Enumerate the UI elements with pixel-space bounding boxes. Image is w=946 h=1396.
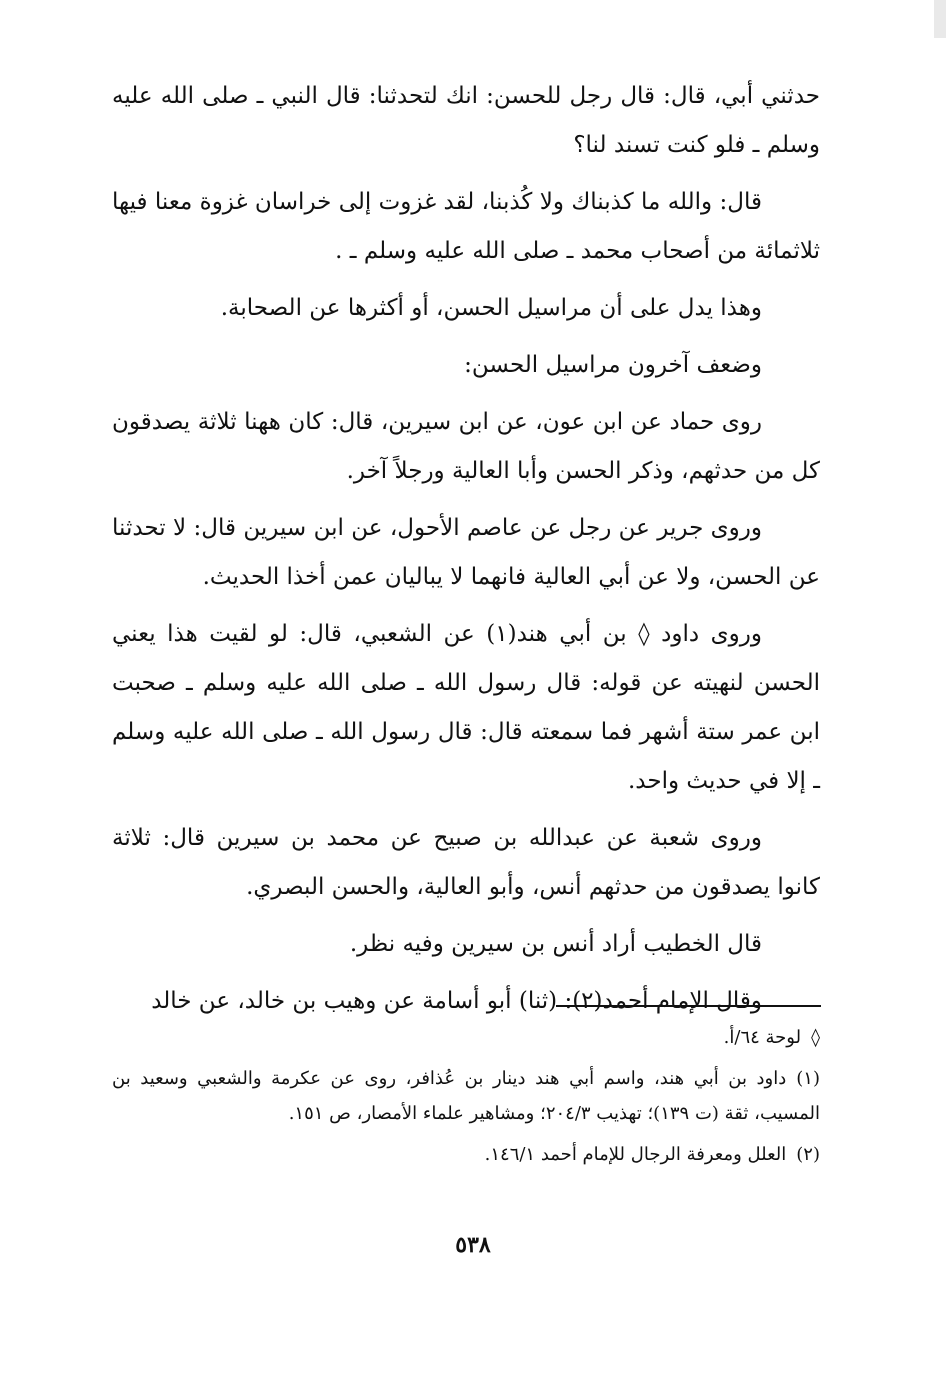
footnote-marker: ◊: [811, 1027, 820, 1048]
paragraph-2: قال: والله ما كذبناك ولا كُذبنا، لقد غزوت إلى خراسان غزوة معنا فيها ثلاثمائة من أصحاب محمد ـ صلى الله عليه وسلم ـ .: [112, 189, 820, 264]
footnote-text: داود بن أبي هند، واسم أبي هند دينار بن عُذافر، روى عن عكرمة والشعبي وسعيد بن المسيب، ثقة (ت ١٣٩)؛ تهذيب ٢٠٤/٣؛ ومشاهير علماء الأمصار، ص ١٥١.: [112, 1068, 820, 1124]
footnote-text: العلل ومعرفة الرجال للإمام أحمد ١٤٦/١.: [484, 1144, 787, 1165]
paragraph-7: وروى داود ◊ بن أبي هند(١) عن الشعبي، قال: لو لقيت هذا يعني الحسن لنهيته عن قوله: قال رسول الله ـ صلى الله عليه وسلم ـ صحبت ابن عمر ستة أشهر فما سمعته قال: قال رسول الله ـ صلى الله عليه وسلم ـ إلا في حديث واحد.: [112, 621, 820, 794]
paragraph-5: روى حماد عن ابن عون، عن ابن سيرين، قال: كان ههنا ثلاثة يصدقون كل من حدثهم، وذكر الحسن وأبا العالية ورجلاً آخر.: [112, 409, 820, 484]
paragraph-6: وروى جرير عن رجل عن عاصم الأحول، عن ابن سيرين قال: لا تحدثنا عن الحسن، ولا عن أبي العالية فانهما لا يباليان عمن أخذا الحديث.: [112, 515, 820, 590]
main-text-body: [112, 72, 820, 1034]
footnote-2: [112, 1137, 820, 1172]
paragraph-8: وروى شعبة عن عبدالله بن صبيح عن محمد بن سيرين قال: ثلاثة كانوا يصدقون من حدثهم أنس، وأبو العالية، والحسن البصري.: [112, 825, 820, 900]
page-number: ٥٣٨: [455, 1232, 491, 1258]
paragraph-4: وضعف آخرون مراسيل الحسن:: [464, 352, 762, 378]
paragraph-10: وقال الإمام أحمد(٢): (ثنا) أبو أسامة عن وهيب بن خالد، عن خالد: [151, 988, 762, 1014]
footnote-folio: [112, 1020, 820, 1055]
paragraph-9: قال الخطيب أراد أنس بن سيرين وفيه نظر.: [349, 931, 762, 957]
footnote-marker: (٢): [796, 1144, 820, 1165]
footnote-divider: [556, 1005, 821, 1007]
footnote-text: لوحة ٦٤/أ.: [723, 1027, 802, 1048]
footnote-marker: (١): [796, 1068, 820, 1089]
scan-edge-mark: [934, 0, 946, 38]
paragraph-3: وهذا يدل على أن مراسيل الحسن، أو أكثرها عن الصحابة.: [220, 295, 762, 321]
paragraph-1: حدثني أبي، قال: قال رجل للحسن: انك لتحدثنا: قال النبي ـ صلى الله عليه وسلم ـ فلو كنت تسند لنا؟: [112, 83, 820, 158]
footnote-1: [112, 1061, 820, 1131]
footnotes-section: [112, 1020, 820, 1178]
